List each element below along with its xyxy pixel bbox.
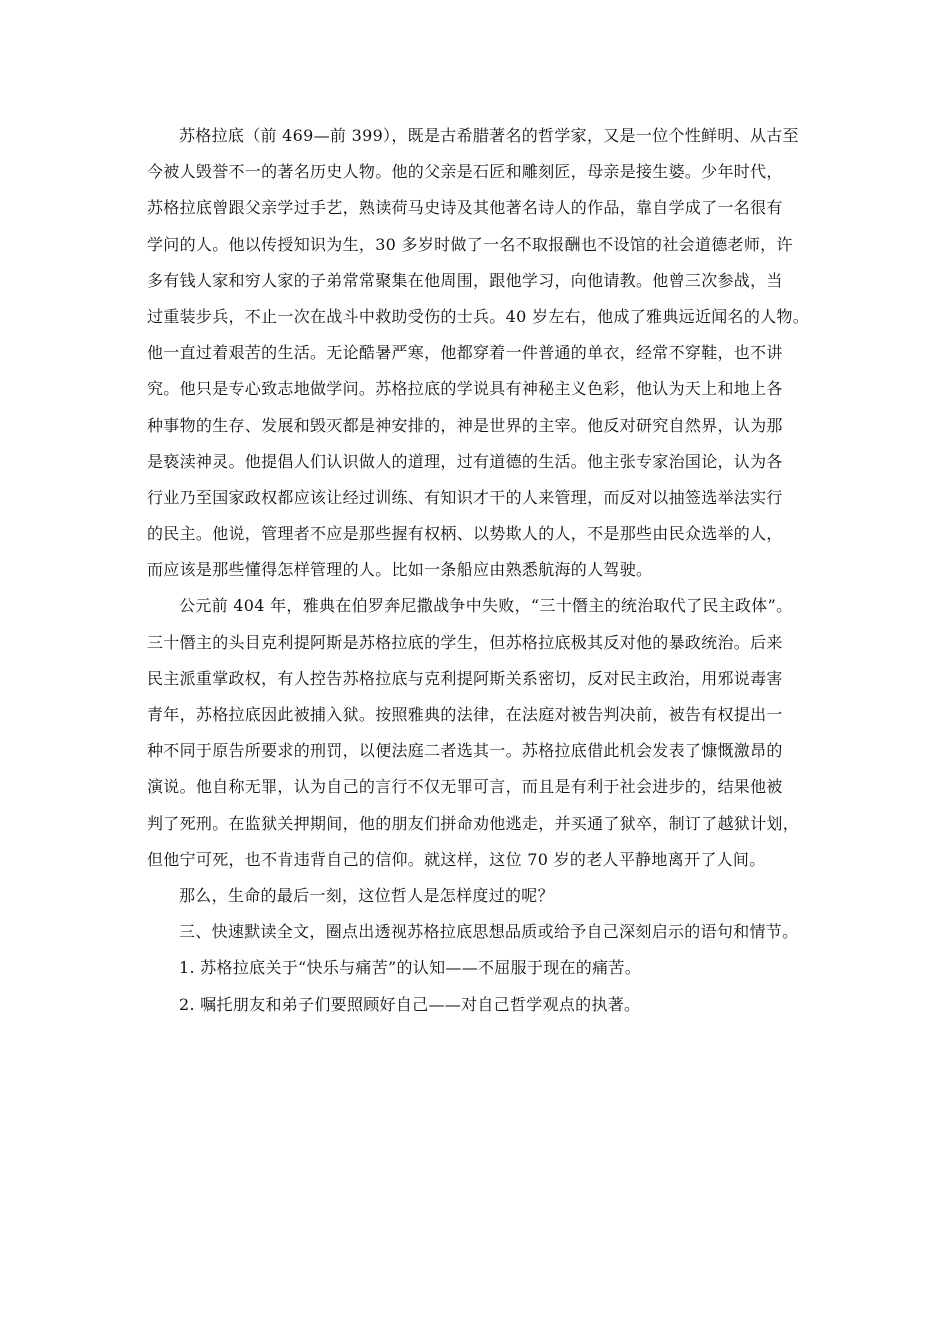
document-body xyxy=(147,118,827,1023)
text-line: 究。他只是专心致志地做学问。苏格拉底的学说具有神秘主义色彩，他认为天上和地上各 xyxy=(147,379,783,399)
text-line: 而应该是那些懂得怎样管理的人。比如一条船应由熟悉航海的人驾驶。 xyxy=(147,560,653,580)
text-line: 2. 嘱托朋友和弟子们要照顾好自己——对自己哲学观点的执著。 xyxy=(179,994,641,1014)
text-line: 多有钱人家和穷人家的子弟常常聚集在他周围，跟他学习，向他请教。他曾三次参战，当 xyxy=(147,270,783,290)
text-line: 过重装步兵，不止一次在战斗中救助受伤的士兵。40 岁左右，他成了雅典远近闻名的人物。 xyxy=(147,306,810,326)
text-line: 青年，苏格拉底因此被捕入狱。按照雅典的法律，在法庭对被告判决前，被告有权提出一 xyxy=(147,705,783,724)
text-line: 那么，生命的最后一刻，这位哲人是怎样度过的呢？ xyxy=(179,885,554,905)
text-line: 公元前 404 年，雅典在伯罗奔尼撒战争中失败，“三十僭主的统治取代了民主政体”。 xyxy=(179,596,793,616)
text-line: 民主派重掌政权，有人控告苏格拉底与克利提阿斯关系密切，反对民主政治，用邪说毒害 xyxy=(147,668,783,688)
text-line: 1. 苏格拉底关于“快乐与痛苦”的认知——不屈服于现在的痛苦。 xyxy=(179,958,642,978)
text-line: 种事物的生存、发展和毁灭都是神安排的，神是世界的主宰。他反对研究自然界，认为那 xyxy=(147,415,783,435)
text-line: 是亵渎神灵。他提倡人们认识做人的道理，过有道德的生活。他主张专家治国论，认为各 xyxy=(147,451,783,471)
text-line: 今被人毁誉不一的著名历史人物。他的父亲是石匠和雕刻匠，母亲是接生婆。少年时代， xyxy=(147,162,783,182)
text-line: 的民主。他说，管理者不应是那些握有权柄、以势欺人的人，不是那些由民众选举的人， xyxy=(147,524,783,544)
text-line: 行业乃至国家政权都应该让经过训练、有知识才干的人来管理，而反对以抽签选举法实行 xyxy=(147,487,783,507)
text-line: 苏格拉底曾跟父亲学过手艺，熟读荷马史诗及其他著名诗人的作品，靠自学成了一名很有 xyxy=(147,198,783,218)
text-line: 演说。他自称无罪，认为自己的言行不仅无罪可言，而且是有利于社会进步的，结果他被 xyxy=(147,777,783,797)
text-line: 但他宁可死，也不肯违背自己的信仰。就这样，这位 70 岁的老人平静地离开了人间。 xyxy=(147,849,766,869)
text-line: 种不同于原告所要求的刑罚，以便法庭二者选其一。苏格拉底借此机会发表了慷慨激昂的 xyxy=(147,741,783,761)
text-line: 三十僭主的头目克利提阿斯是苏格拉底的学生，但苏格拉底极其反对他的暴政统治。后来 xyxy=(147,632,783,652)
text-line: 三、快速默读全文，圈点出透视苏格拉底思想品质或给予自己深刻启示的语句和情节。 xyxy=(179,922,799,942)
text-line: 他一直过着艰苦的生活。无论酷暑严寒，他都穿着一件普通的单衣，经常不穿鞋，也不讲 xyxy=(147,343,783,363)
text-line: 学问的人。他以传授知识为生，30 多岁时做了一名不取报酬也不设馆的社会道德老师，许 xyxy=(147,234,793,254)
text-line: 判了死刑。在监狱关押期间，他的朋友们拼命劝他逃走，并买通了狱卒，制订了越狱计划， xyxy=(147,813,800,833)
text-line: 苏格拉底（前 469—前 399），既是古希腊著名的哲学家，又是一位个性鲜明、从古至 xyxy=(179,126,799,145)
